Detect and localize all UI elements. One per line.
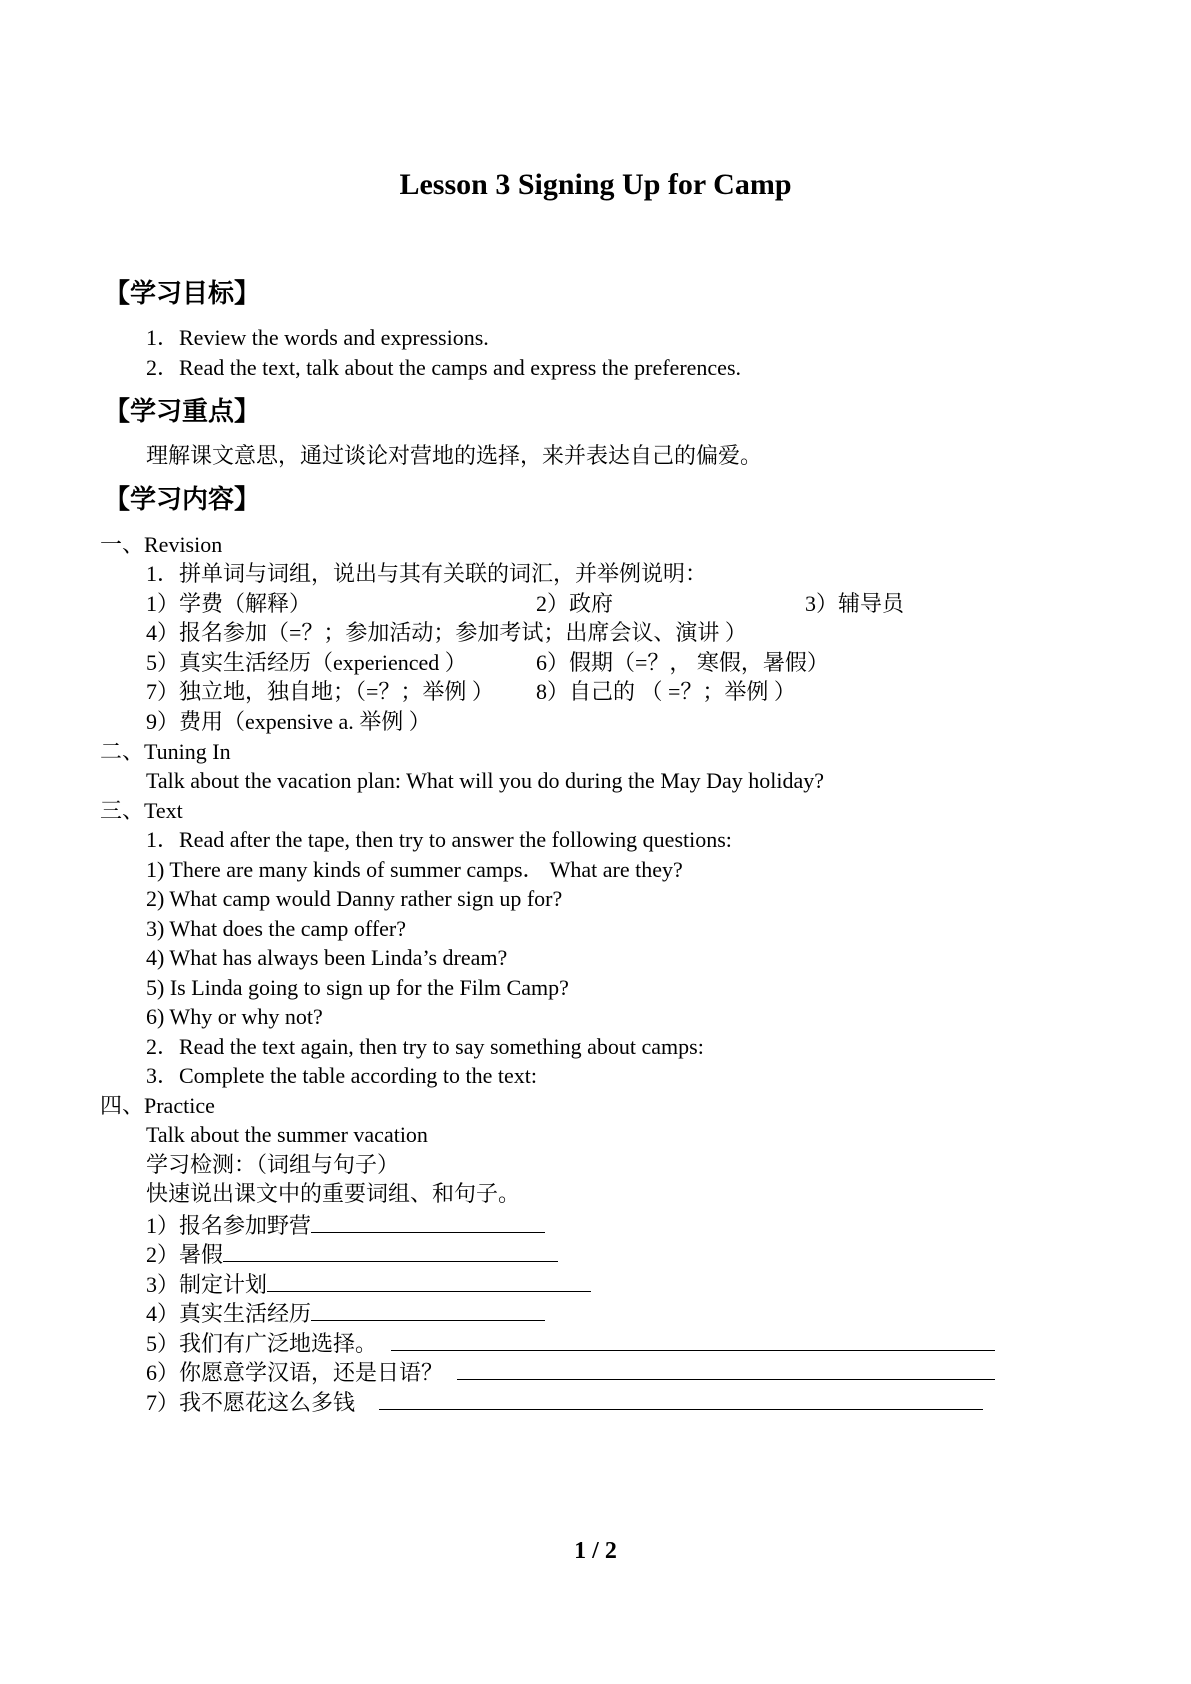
answer-blank[interactable] <box>311 1210 545 1233</box>
fill-blank-prompt: 2）暑假 <box>146 1242 224 1267</box>
practice-line: 学习检测：（词组与句子） <box>146 1152 400 1177</box>
revision-item-5: 5）真实生活经历（experienced ） <box>146 650 467 675</box>
revision-title: 一、Revision <box>100 532 223 557</box>
text-item: 3) What does the camp offer? <box>146 916 407 941</box>
text-item: 4) What has always been Linda’s dream? <box>146 945 508 970</box>
fill-blank-prompt: 1）报名参加野营 <box>146 1213 312 1238</box>
answer-blank[interactable] <box>457 1357 995 1380</box>
content-heading: 【学习内容】 <box>104 485 261 514</box>
answer-blank[interactable] <box>311 1298 545 1321</box>
fill-blank-item <box>146 1328 995 1358</box>
answer-blank[interactable] <box>267 1269 591 1292</box>
text-title: 三、Text <box>100 798 183 823</box>
fill-blank-item <box>146 1298 545 1328</box>
text-item: 2．Read the text again, then try to say something about camps: <box>146 1034 704 1059</box>
focus-heading: 【学习重点】 <box>104 397 261 426</box>
fill-blank-item <box>146 1357 995 1387</box>
practice-line: Talk about the summer vacation <box>146 1122 428 1147</box>
text-item: 5) Is Linda going to sign up for the Film Camp? <box>146 975 569 1000</box>
revision-item-6: 6）假期（=？， 寒假，暑假） <box>536 650 829 675</box>
revision-item-2: 2）政府 <box>536 591 614 616</box>
text-item: 1) There are many kinds of summer camps． What are they? <box>146 857 683 882</box>
text-item: 1．Read after the tape, then try to answer the following questions: <box>146 827 732 852</box>
text-item: 6) Why or why not? <box>146 1004 323 1029</box>
page-number: 1 / 2 <box>574 1538 617 1564</box>
focus-text: 理解课文意思，通过谈论对营地的选择，来并表达自己的偏爱。 <box>146 443 763 468</box>
fill-blank-item <box>146 1239 558 1269</box>
fill-blank-item <box>146 1387 983 1417</box>
revision-item-1: 1）学费（解释） <box>146 591 312 616</box>
practice-title: 四、Practice <box>100 1093 215 1118</box>
fill-blank-prompt: 3）制定计划 <box>146 1272 268 1297</box>
revision-item-7: 7）独立地，独自地；（=？；举例 ） <box>146 679 494 704</box>
tuning-title: 二、Tuning In <box>100 739 231 764</box>
answer-blank[interactable] <box>391 1328 995 1351</box>
revision-item-9: 9）费用（expensive a. 举例 ） <box>146 709 431 734</box>
answer-blank[interactable] <box>379 1387 983 1410</box>
fill-blank-prompt: 4）真实生活经历 <box>146 1301 312 1326</box>
fill-blank-item <box>146 1269 591 1299</box>
revision-item-3: 3）辅导员 <box>805 591 905 616</box>
practice-line: 快速说出课文中的重要词组、和句子。 <box>146 1181 521 1206</box>
text-item: 2) What camp would Danny rather sign up for? <box>146 886 563 911</box>
revision-intro: 1．拼单词与词组，说出与其有关联的词汇，并举例说明： <box>146 561 708 586</box>
text-item: 3．Complete the table according to the text: <box>146 1063 537 1088</box>
answer-blank[interactable] <box>223 1239 558 1262</box>
fill-blank-prompt: 6）你愿意学汉语，还是日语？ <box>146 1360 444 1385</box>
objective-item-1: 1．Review the words and expressions. <box>146 325 489 350</box>
objectives-heading: 【学习目标】 <box>104 279 261 308</box>
tuning-text: Talk about the vacation plan: What will you do during the May Day holiday? <box>146 768 825 793</box>
objective-item-2: 2．Read the text, talk about the camps and express the preferences. <box>146 355 741 380</box>
document-title: Lesson 3 Signing Up for Camp <box>399 168 792 201</box>
revision-item-4: 4）报名参加（=？；参加活动；参加考试；出席会议、演讲 ） <box>146 620 747 645</box>
fill-blank-item <box>146 1210 545 1240</box>
fill-blank-prompt: 7）我不愿花这么多钱 <box>146 1390 356 1415</box>
fill-blank-prompt: 5）我们有广泛地选择。 <box>146 1331 378 1356</box>
revision-item-8: 8）自己的 （ =？；举例 ） <box>536 679 796 704</box>
